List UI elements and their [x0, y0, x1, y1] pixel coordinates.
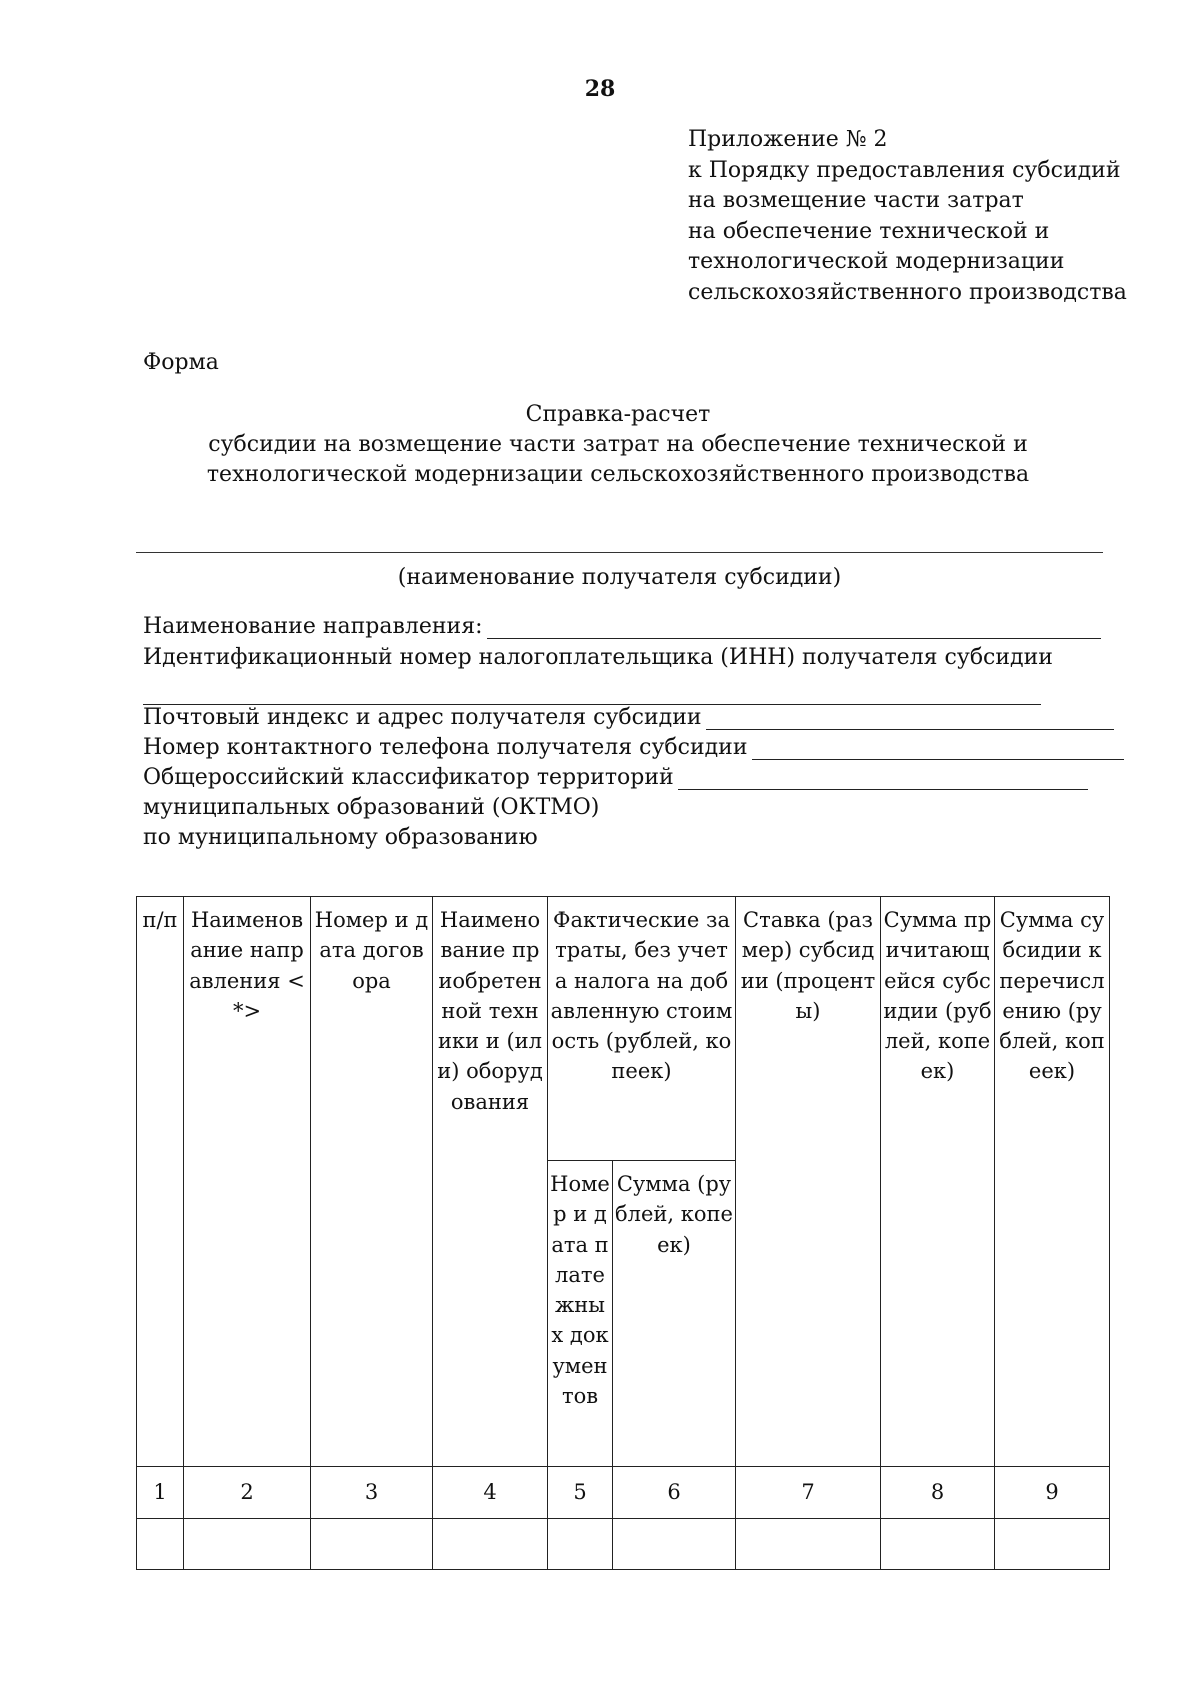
phone-blank[interactable]	[752, 737, 1124, 760]
table-row	[137, 1467, 1110, 1519]
empty-cell[interactable]	[881, 1519, 995, 1570]
phone-label: Номер контактного телефона получателя субсидии	[143, 735, 748, 760]
address-field	[143, 705, 1114, 730]
oktmo-label-line: муниципальных образований (ОКТМО)	[143, 795, 600, 820]
header-cell: Номер и дата договора	[311, 897, 433, 1467]
subsidy-calculation-table	[136, 896, 1110, 1570]
oktmo-label-line: по муниципальному образованию	[143, 825, 538, 850]
empty-cell[interactable]	[433, 1519, 548, 1570]
header-cell: Наименование приобретенной техники и (или) оборудования	[433, 897, 548, 1467]
oktmo-label: Общероссийский классификатор территорий	[143, 765, 674, 790]
appendix-line: технологической модернизации	[688, 249, 1065, 275]
phone-field	[143, 735, 1124, 760]
appendix-line: к Порядку предоставления субсидий	[688, 157, 1121, 183]
title-line: субсидии на возмещение части затрат на обеспечение технической и	[208, 432, 1028, 457]
direction-field	[143, 614, 1101, 639]
recipient-name-line[interactable]	[136, 552, 1103, 553]
form-label: Форма	[143, 350, 219, 375]
recipient-caption: (наименование получателя субсидии)	[397, 565, 842, 590]
document-title	[0, 400, 1200, 490]
column-number: 5	[548, 1467, 613, 1519]
subheader-cell: Номер и дата платежных документов	[548, 1161, 613, 1467]
empty-cell[interactable]	[736, 1519, 881, 1570]
appendix-note	[688, 125, 1127, 309]
empty-cell[interactable]	[995, 1519, 1110, 1570]
header-cell: Фактические затраты, без учета налога на добавленную стоимость (рублей, копеек)	[548, 897, 736, 1161]
title-line: Справка-расчет	[525, 402, 711, 427]
direction-label: Наименование направления:	[143, 614, 483, 639]
direction-blank[interactable]	[487, 616, 1101, 639]
header-cell: Наименование направления <*>	[184, 897, 311, 1467]
column-number: 4	[433, 1467, 548, 1519]
inn-label: Идентификационный номер налогоплательщика (ИНН) получателя субсидии	[143, 645, 1053, 670]
empty-cell[interactable]	[137, 1519, 184, 1570]
address-label: Почтовый индекс и адрес получателя субсидии	[143, 705, 702, 730]
appendix-line: Приложение № 2	[688, 127, 888, 152]
page-number: 28	[584, 76, 616, 102]
column-number: 2	[184, 1467, 311, 1519]
appendix-line: на обеспечение технической и	[688, 218, 1050, 244]
header-cell: Сумма причитающейся субсидии (рублей, копеек)	[881, 897, 995, 1467]
oktmo-blank[interactable]	[678, 767, 1088, 790]
column-number: 6	[613, 1467, 736, 1519]
empty-cell[interactable]	[613, 1519, 736, 1570]
title-line: технологической модернизации сельскохозяйственного производства	[206, 462, 1030, 487]
table-row	[137, 1519, 1110, 1570]
address-blank[interactable]	[706, 707, 1114, 730]
column-number: 9	[995, 1467, 1110, 1519]
column-number: 1	[137, 1467, 184, 1519]
column-number: 8	[881, 1467, 995, 1519]
oktmo-field	[143, 765, 1088, 790]
header-cell: Сумма субсидии к перечислению (рублей, копеек)	[995, 897, 1110, 1467]
appendix-line: на возмещение части затрат	[688, 188, 1024, 214]
header-cell: Ставка (размер) субсидии (проценты)	[736, 897, 881, 1467]
header-cell: п/п	[137, 897, 184, 1467]
column-number: 7	[736, 1467, 881, 1519]
subheader-cell: Сумма (рублей, копеек)	[613, 1161, 736, 1467]
appendix-line: сельскохозяйственного производства	[688, 279, 1127, 305]
column-number: 3	[311, 1467, 433, 1519]
empty-cell[interactable]	[184, 1519, 311, 1570]
empty-cell[interactable]	[548, 1519, 613, 1570]
empty-cell[interactable]	[311, 1519, 433, 1570]
